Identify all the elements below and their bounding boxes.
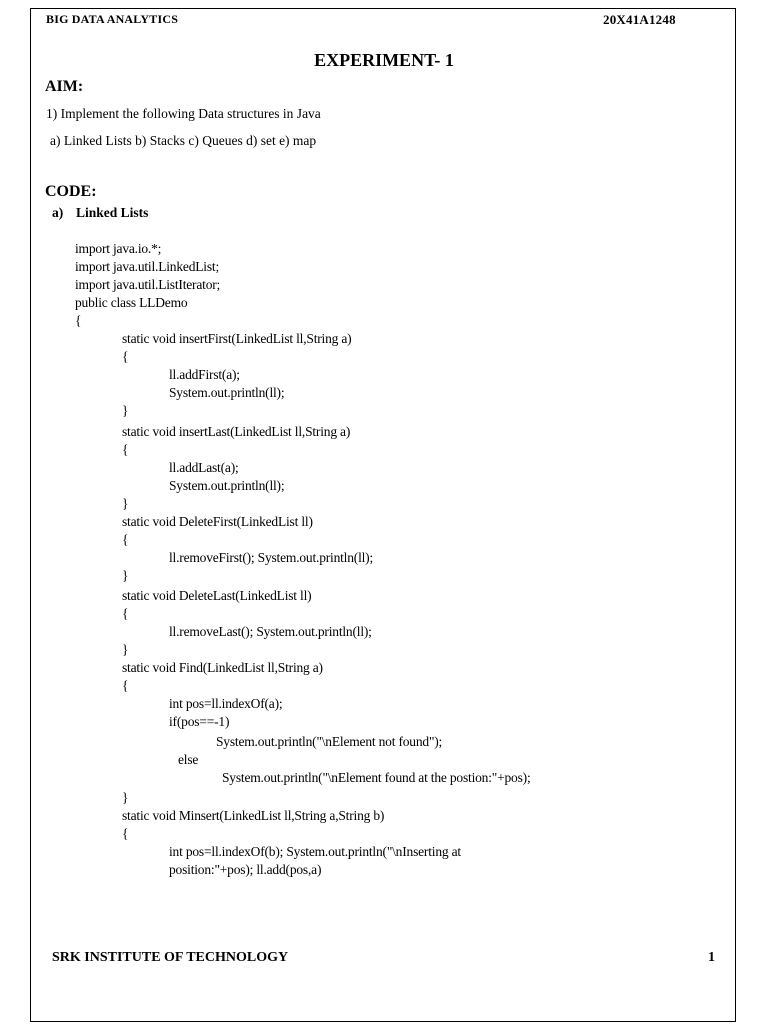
code-line: if(pos==-1)	[169, 714, 230, 729]
code-line: {	[122, 442, 129, 457]
code-line: static void insertLast(LinkedList ll,String a)	[122, 424, 351, 439]
code-line: }	[122, 568, 129, 583]
page-title: EXPERIMENT- 1	[314, 50, 454, 70]
code-line: System.out.println(ll);	[169, 385, 285, 400]
subsection-heading	[52, 205, 148, 221]
page-number: 1	[708, 950, 715, 965]
header-roll-number: 20X41A1248	[603, 12, 676, 27]
code-line: ll.removeLast(); System.out.println(ll);	[169, 624, 372, 639]
code-line: int pos=ll.indexOf(b); System.out.println("\nInserting at	[169, 844, 461, 859]
code-line: static void DeleteLast(LinkedList ll)	[122, 588, 312, 603]
code-line: {	[75, 313, 82, 328]
code-line: System.out.println("\nElement not found");	[216, 734, 443, 749]
code-line: public class LLDemo	[75, 295, 188, 310]
code-line: static void Find(LinkedList ll,String a)	[122, 660, 323, 675]
aim-line-1: 1) Implement the following Data structures in Java	[46, 106, 321, 121]
aim-heading: AIM:	[45, 78, 84, 95]
code-line: {	[122, 678, 129, 693]
aim-line-2: a) Linked Lists b) Stacks c) Queues d) set e) map	[50, 133, 317, 148]
code-heading: CODE:	[45, 183, 97, 200]
code-line: }	[122, 496, 129, 511]
code-line: ll.addFirst(a);	[169, 367, 240, 382]
code-line: static void insertFirst(LinkedList ll,String a)	[122, 331, 352, 346]
subsection-title: Linked Lists	[76, 205, 149, 220]
code-line: static void DeleteFirst(LinkedList ll)	[122, 514, 313, 529]
code-line: else	[178, 752, 199, 767]
code-line: }	[122, 642, 129, 657]
code-line: ll.addLast(a);	[169, 460, 239, 475]
code-line: import java.util.ListIterator;	[75, 277, 221, 292]
code-line: {	[122, 532, 129, 547]
code-line: {	[122, 826, 129, 841]
code-line: System.out.println(ll);	[169, 478, 285, 493]
footer-institute: SRK INSTITUTE OF TECHNOLOGY	[52, 950, 289, 965]
code-line: }	[122, 403, 129, 418]
code-line: }	[122, 790, 129, 805]
code-line: static void Minsert(LinkedList ll,String a,String b)	[122, 808, 385, 823]
subsection-label: a)	[52, 205, 64, 220]
code-line: {	[122, 349, 129, 364]
code-line: {	[122, 606, 129, 621]
code-line: System.out.println("\nElement found at the postion:"+pos);	[222, 770, 531, 785]
header-subject: BIG DATA ANALYTICS	[46, 12, 179, 26]
code-line: import java.io.*;	[75, 241, 162, 256]
code-line: ll.removeFirst(); System.out.println(ll);	[169, 550, 374, 565]
code-line: import java.util.LinkedList;	[75, 259, 220, 274]
code-line: position:"+pos); ll.add(pos,a)	[169, 862, 322, 877]
code-line: int pos=ll.indexOf(a);	[169, 696, 283, 711]
